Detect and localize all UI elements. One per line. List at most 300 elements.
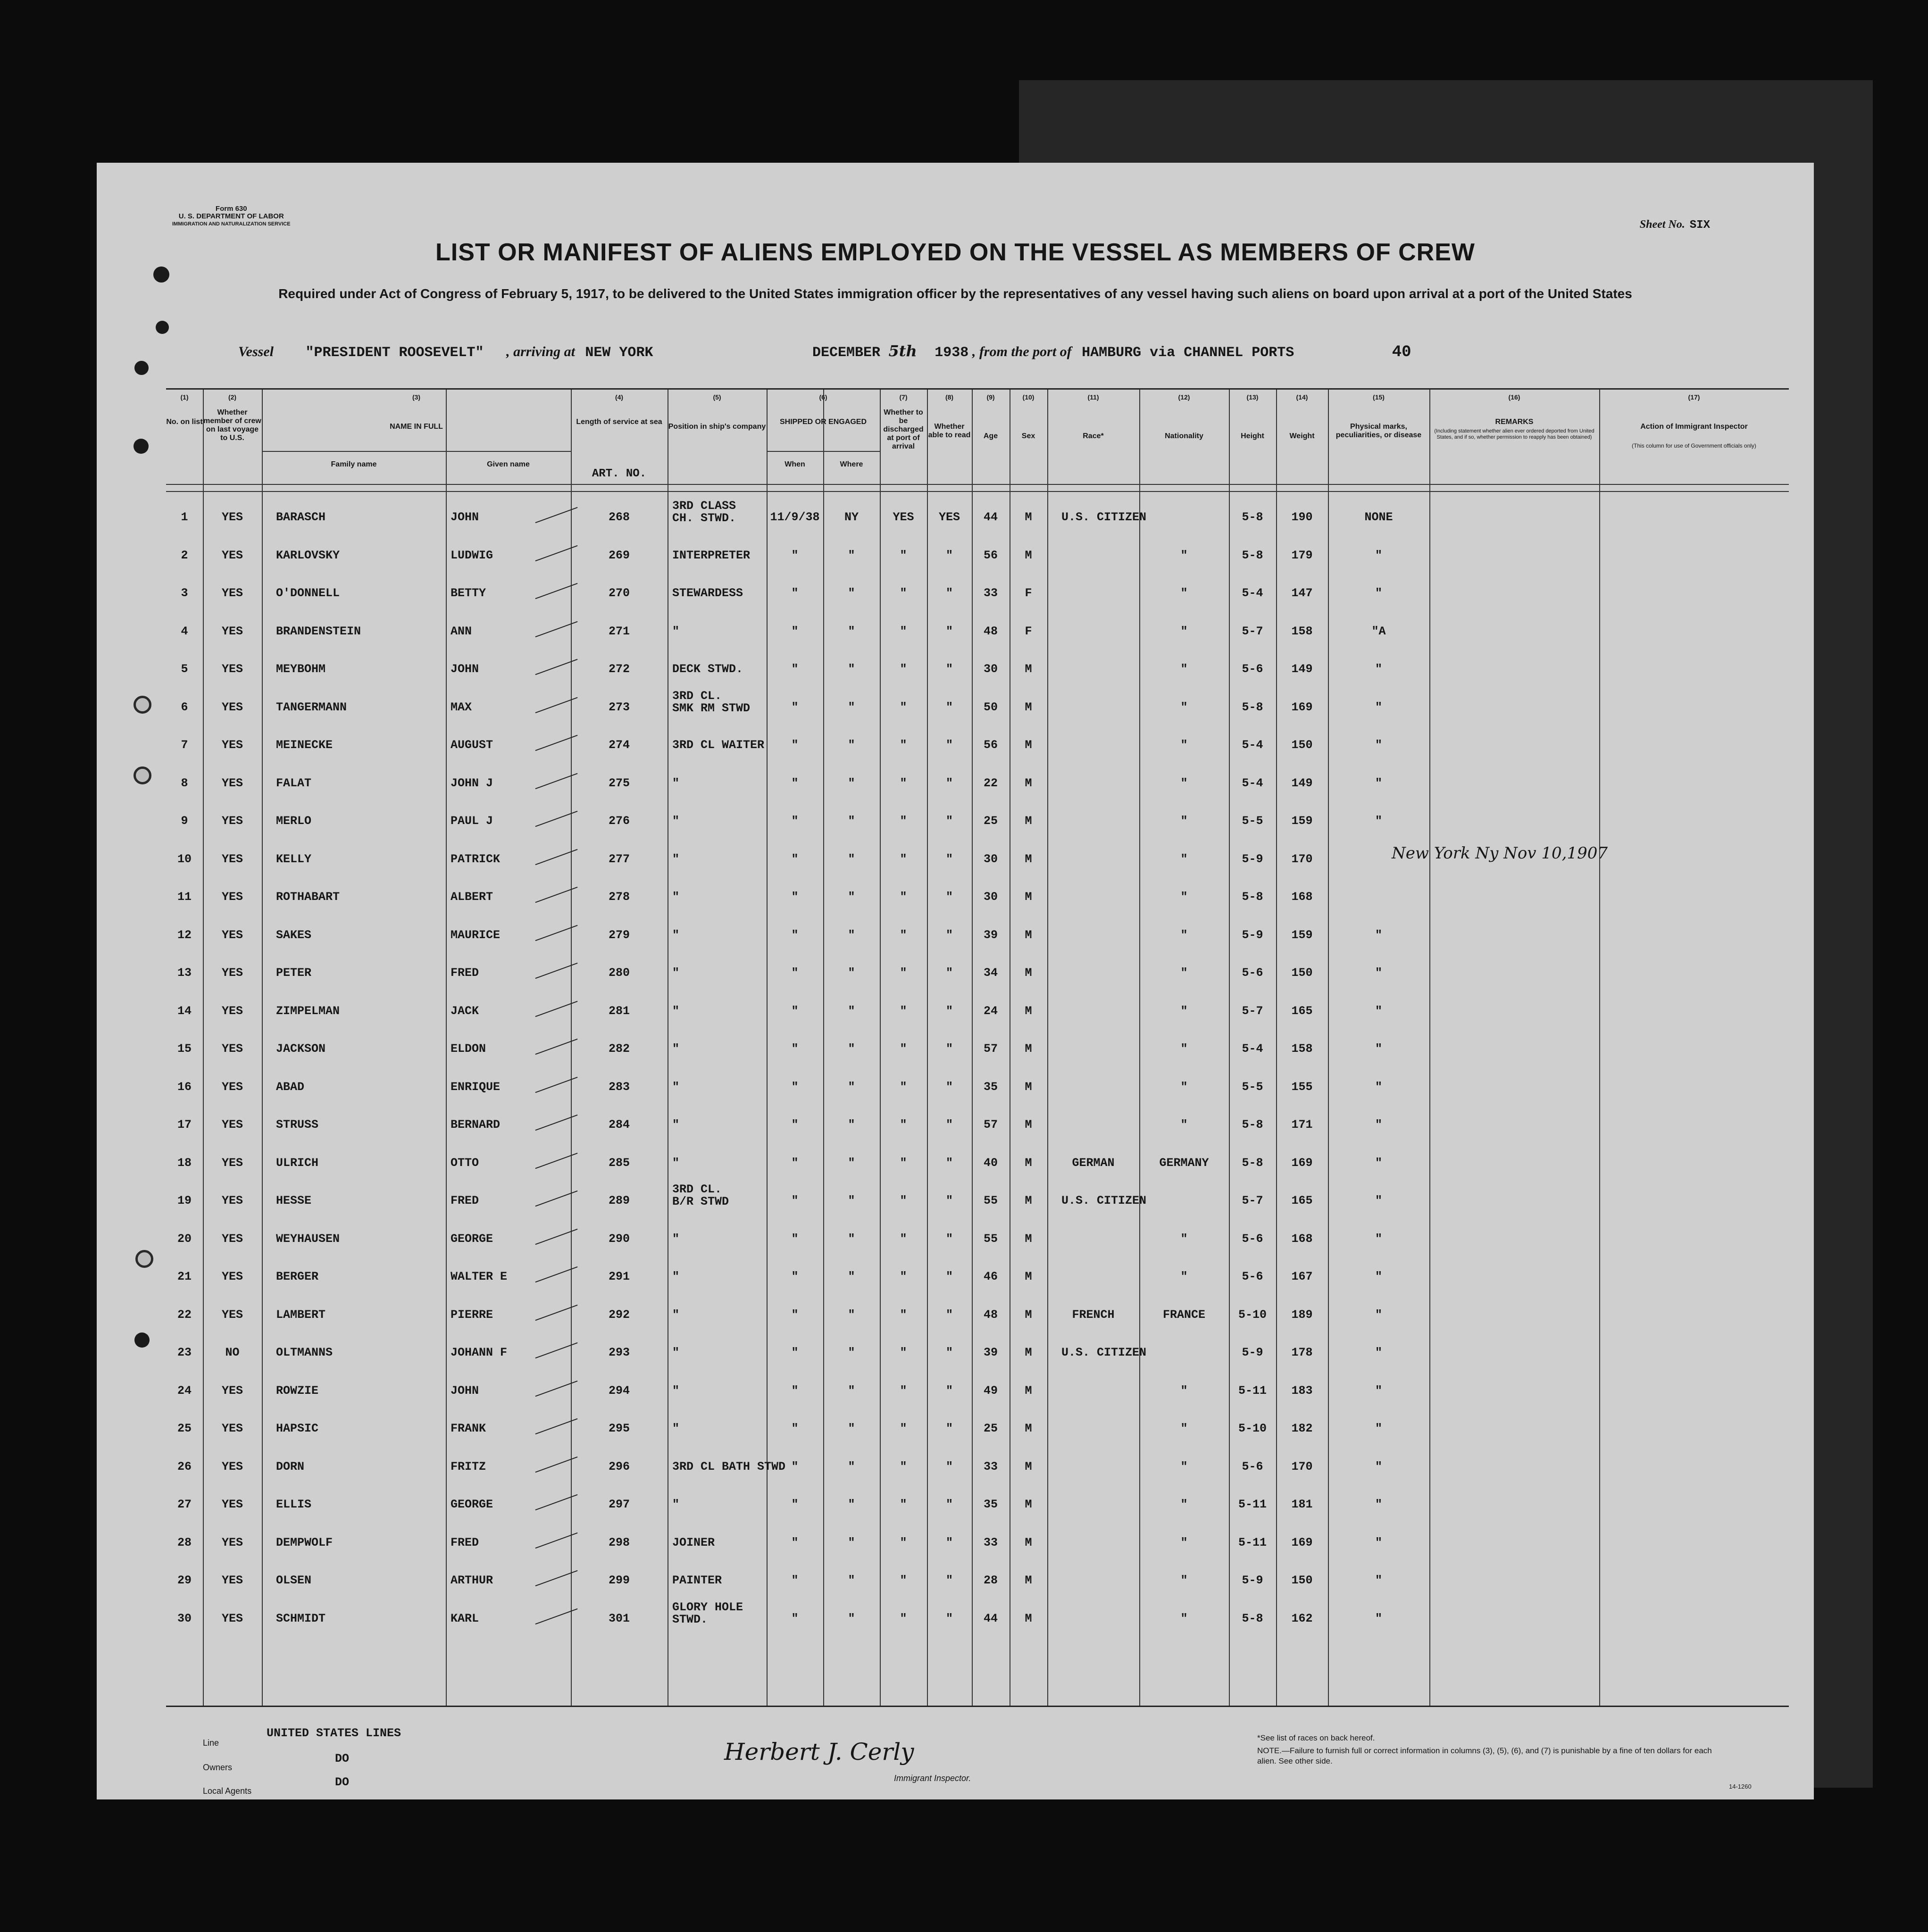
remarks: New York Ny Nov 10,1907 (1392, 843, 1608, 863)
shipped-when: " (791, 1535, 799, 1549)
article-number: 283 (608, 1080, 630, 1094)
header-discharged: Whether to be discharged at port of arrival (883, 408, 924, 450)
nationality: " (1180, 776, 1188, 790)
discharged: " (900, 548, 907, 562)
table-row (166, 757, 1789, 795)
physical-marks: " (1375, 586, 1382, 600)
given-name: FRED (451, 1194, 479, 1208)
last-voyage: YES (221, 1574, 243, 1587)
discharged: " (900, 1004, 907, 1018)
family-name: ROWZIE (276, 1383, 319, 1398)
table-row (166, 1289, 1789, 1327)
sex: M (1025, 1422, 1032, 1435)
age: 48 (983, 624, 998, 638)
age: 39 (983, 928, 998, 942)
article-number: 299 (608, 1574, 630, 1587)
shipped-when: " (791, 1232, 799, 1246)
list-number: 23 (177, 1346, 192, 1359)
header-remarks: REMARKS (1495, 418, 1534, 426)
article-number: 289 (608, 1194, 630, 1208)
list-number: 4 (181, 624, 188, 638)
position-line2: STWD. (672, 1612, 708, 1626)
shipped-where: " (848, 1422, 855, 1435)
column-number: (8) (945, 393, 954, 401)
physical-marks: " (1375, 814, 1382, 828)
physical-marks: " (1375, 1080, 1382, 1094)
department-name: U. S. DEPARTMENT OF LABOR (178, 212, 284, 220)
race: U.S. CITIZEN (1061, 510, 1147, 524)
inspector-label: Immigrant Inspector. (894, 1774, 971, 1783)
able-to-read: " (945, 1004, 953, 1018)
given-name: ALBERT (451, 890, 493, 904)
punch-hole (134, 361, 149, 375)
shipped-when: " (791, 814, 799, 828)
punch-hole (134, 439, 149, 454)
able-to-read: " (945, 1498, 953, 1511)
physical-marks: " (1375, 1270, 1382, 1283)
able-to-read: " (945, 700, 953, 714)
family-name: SAKES (276, 928, 312, 942)
position: " (672, 624, 680, 638)
height: 5-7 (1242, 1194, 1263, 1208)
name-subheader-rule (262, 451, 571, 452)
position: DECK STWD. (672, 662, 743, 676)
given-name: PAUL J (451, 814, 493, 828)
weight: 158 (1291, 1042, 1313, 1056)
able-to-read: " (945, 814, 953, 828)
physical-marks: NONE (1364, 510, 1393, 524)
last-voyage: YES (221, 1194, 243, 1208)
owners-value: DO (335, 1752, 350, 1765)
article-number: 275 (608, 776, 630, 790)
weight: 190 (1291, 510, 1313, 524)
nationality: " (1180, 624, 1188, 638)
shipped-where: " (848, 1459, 855, 1474)
table-row (166, 605, 1789, 643)
table-row (166, 909, 1789, 947)
physical-marks: " (1375, 1535, 1382, 1549)
table-row (166, 1174, 1789, 1213)
able-to-read: " (945, 776, 953, 790)
last-voyage: YES (221, 1307, 243, 1322)
position: 3RD CL. (672, 1183, 722, 1196)
shipped-where: " (848, 624, 855, 638)
last-voyage: YES (221, 890, 243, 904)
shipped-where: " (848, 662, 855, 676)
sex: M (1025, 1004, 1032, 1018)
last-voyage: YES (221, 1535, 243, 1549)
discharged: " (900, 662, 907, 676)
height: 5-6 (1242, 1232, 1263, 1246)
discharged: " (900, 1270, 907, 1283)
shipped-when: " (791, 738, 799, 752)
weight: 178 (1291, 1346, 1313, 1359)
physical-marks: " (1375, 1346, 1382, 1359)
shipped-where: " (848, 928, 855, 942)
article-number: 292 (608, 1307, 630, 1322)
age: 48 (983, 1307, 998, 1322)
list-number: 16 (177, 1080, 192, 1094)
given-name: BETTY (451, 586, 486, 600)
column-number: (2) (228, 393, 237, 401)
weight: 150 (1291, 738, 1313, 752)
height: 5-9 (1242, 852, 1263, 866)
column-number: (6) (819, 393, 827, 401)
able-to-read: " (945, 1383, 953, 1398)
last-voyage: YES (221, 1156, 243, 1170)
age: 46 (983, 1270, 998, 1283)
able-to-read: " (945, 1346, 953, 1359)
shipped-where: " (848, 776, 855, 790)
physical-marks: " (1375, 1232, 1382, 1246)
shipped-where: " (848, 966, 855, 980)
height: 5-8 (1242, 1118, 1263, 1132)
discharged: " (900, 1307, 907, 1322)
nationality: " (1180, 1270, 1188, 1283)
able-to-read: " (945, 966, 953, 980)
age: 39 (983, 1346, 998, 1359)
list-number: 3 (181, 586, 188, 600)
race: GERMAN (1072, 1156, 1115, 1170)
height: 5-9 (1242, 1574, 1263, 1587)
weight: 189 (1291, 1307, 1313, 1322)
article-number: 280 (608, 966, 630, 980)
sex: M (1025, 1611, 1032, 1625)
given-name: ARTHUR (451, 1574, 493, 1587)
physical-marks: " (1375, 700, 1382, 714)
discharged: YES (893, 510, 914, 524)
header-no: No. on list (166, 418, 203, 426)
age: 30 (983, 662, 998, 676)
last-voyage: YES (221, 1422, 243, 1435)
arrival-port: NEW YORK (585, 345, 653, 361)
shipped-where: " (848, 1080, 855, 1094)
article-number: 281 (608, 1004, 630, 1018)
header-marks: Physical marks, peculiarities, or disease (1335, 423, 1422, 439)
shipped-where: " (848, 1042, 855, 1056)
departure-port: HAMBURG via CHANNEL PORTS (1082, 345, 1294, 361)
column-number: (9) (986, 393, 995, 401)
table-row (166, 567, 1789, 605)
able-to-read: " (945, 928, 953, 942)
nationality: " (1180, 928, 1188, 942)
age: 33 (983, 1459, 998, 1474)
last-voyage: YES (221, 510, 243, 524)
race: U.S. CITIZEN (1061, 1346, 1147, 1359)
discharged: " (900, 890, 907, 904)
physical-marks: " (1375, 1574, 1382, 1587)
header-remarks-note: (Including statement whether alien ever ordered deported from United States, and if so, whether permission to reapply has been obtained) (1434, 428, 1594, 440)
list-number: 25 (177, 1422, 192, 1435)
shipped-when: " (791, 776, 799, 790)
sheet-number: Sheet No. SIX (1639, 218, 1710, 232)
given-name: GEORGE (451, 1232, 493, 1246)
discharged: " (900, 738, 907, 752)
table-row (166, 985, 1789, 1023)
weight: 147 (1291, 586, 1313, 600)
nationality: " (1180, 1042, 1188, 1056)
vessel-line: Vessel "PRESIDENT ROOSEVELT" , arriving at NEW YORK DECEMBER 5th 1938 , from the port of HAMBURG via CHANNEL PORTS 40 (238, 342, 1411, 361)
article-number: 295 (608, 1422, 630, 1435)
given-name: WALTER E (451, 1270, 508, 1283)
physical-marks: " (1375, 1307, 1382, 1322)
shipped-when: " (791, 1270, 799, 1283)
able-to-read: " (945, 662, 953, 676)
weight: 150 (1291, 1574, 1313, 1587)
footer: Line UNITED STATES LINES Owners DO Local Agents DO Herbert J. Cerly Immigrant Inspector. *See list of races on back hereof. NOTE.—Failure to furnish full or correct information in columns (3), (5), (6), and (7) is punishable by a fine of ten dollars for each alien. See other side. 14-1260 (203, 1726, 1752, 1796)
age: 25 (983, 1422, 998, 1435)
shipped-where: " (848, 1383, 855, 1398)
position: " (672, 852, 680, 866)
height: 5-11 (1238, 1498, 1267, 1511)
race: FRENCH (1072, 1307, 1115, 1322)
shipped-where: " (848, 738, 855, 752)
article-number: 297 (608, 1498, 630, 1511)
able-to-read: " (945, 890, 953, 904)
able-to-read: " (945, 1422, 953, 1435)
list-number: 21 (177, 1270, 192, 1283)
discharged: " (900, 1346, 907, 1359)
nationality: FRANCE (1162, 1307, 1205, 1322)
last-voyage: YES (221, 852, 243, 866)
height: 5-5 (1242, 1080, 1263, 1094)
header-name: NAME IN FULL (390, 423, 443, 431)
weight: 159 (1291, 814, 1313, 828)
family-name: HAPSIC (276, 1422, 319, 1435)
physical-marks: " (1375, 1042, 1382, 1056)
family-name: WEYHAUSEN (276, 1232, 340, 1246)
column-number: (10) (1022, 393, 1035, 401)
list-number: 19 (177, 1194, 192, 1208)
sheet-value: SIX (1689, 219, 1710, 232)
able-to-read: " (945, 1194, 953, 1208)
table-row (166, 491, 1789, 529)
article-number: 282 (608, 1042, 630, 1056)
able-to-read: YES (938, 510, 960, 524)
table-row (166, 1592, 1789, 1631)
discharged: " (900, 1383, 907, 1398)
able-to-read: " (945, 1042, 953, 1056)
able-to-read: " (945, 1307, 953, 1322)
family-name: DEMPWOLF (276, 1535, 333, 1549)
physical-marks: " (1375, 548, 1382, 562)
discharged: " (900, 624, 907, 638)
sex: M (1025, 928, 1032, 942)
position: " (672, 1080, 680, 1094)
nationality: " (1180, 586, 1188, 600)
header-action-note: (This column for use of Government officials only) (1632, 442, 1756, 449)
arrival-month: DECEMBER (812, 345, 880, 361)
family-name: ABAD (276, 1080, 305, 1094)
sex: M (1025, 814, 1032, 828)
weight: 165 (1291, 1194, 1313, 1208)
sex: M (1025, 1270, 1032, 1283)
given-name: FRED (451, 1535, 479, 1549)
sex: M (1025, 1042, 1032, 1056)
discharged: " (900, 586, 907, 600)
shipped-where: " (848, 1307, 855, 1322)
article-number: 276 (608, 814, 630, 828)
shipped-where: " (848, 1611, 855, 1625)
shipped-when: 11/9/38 (770, 510, 820, 524)
table-row (166, 871, 1789, 909)
service-name: IMMIGRATION AND NATURALIZATION SERVICE (172, 221, 291, 227)
list-number: 22 (177, 1307, 192, 1322)
column-number: (16) (1508, 393, 1520, 401)
family-name: ELLIS (276, 1498, 312, 1511)
given-name: JACK (451, 1004, 479, 1018)
header-age: Age (983, 432, 998, 440)
able-to-read: " (945, 586, 953, 600)
family-name: KELLY (276, 852, 312, 866)
age: 57 (983, 1118, 998, 1132)
last-voyage: YES (221, 738, 243, 752)
nationality: " (1180, 1611, 1188, 1625)
height: 5-5 (1242, 814, 1263, 828)
shipped-where: " (848, 852, 855, 866)
shipped-when: " (791, 548, 799, 562)
punch-hole (134, 766, 151, 784)
given-name: GEORGE (451, 1498, 493, 1511)
physical-marks: " (1375, 966, 1382, 980)
print-code: 14-1260 (1729, 1783, 1752, 1790)
table-row (166, 1213, 1789, 1251)
shipped-when: " (791, 1004, 799, 1018)
race: U.S. CITIZEN (1061, 1194, 1147, 1208)
column-number: (4) (615, 393, 624, 401)
column-number: (17) (1688, 393, 1700, 401)
list-number: 2 (181, 548, 188, 562)
list-number: 9 (181, 814, 188, 828)
table-row (166, 1402, 1789, 1441)
family-name: ULRICH (276, 1156, 319, 1170)
inspector-signature: Herbert J. Cerly (724, 1738, 914, 1765)
sex: M (1025, 1459, 1032, 1474)
position: " (672, 1118, 680, 1132)
family-name: PETER (276, 966, 312, 980)
shipped-when: " (791, 890, 799, 904)
given-name: JOHN (451, 1383, 479, 1398)
last-voyage: YES (221, 700, 243, 714)
age: 44 (983, 1611, 998, 1625)
given-name: JOHANN F (451, 1346, 508, 1359)
family-name: FALAT (276, 776, 312, 790)
shipped-where: " (848, 890, 855, 904)
last-voyage: YES (221, 1004, 243, 1018)
family-name: SCHMIDT (276, 1611, 326, 1625)
given-name: ELDON (451, 1042, 486, 1056)
weight: 170 (1291, 852, 1313, 866)
list-number: 26 (177, 1459, 192, 1474)
weight: 169 (1291, 1156, 1313, 1170)
position: " (672, 1307, 680, 1322)
discharged: " (900, 814, 907, 828)
family-name: ROTHABART (276, 890, 340, 904)
discharged: " (900, 1232, 907, 1246)
given-name: JOHN (451, 662, 479, 676)
shipped-where: " (848, 1232, 855, 1246)
last-voyage: YES (221, 1080, 243, 1094)
table-row (166, 1099, 1789, 1137)
manifest-page (97, 163, 1814, 1799)
weight: 171 (1291, 1118, 1313, 1132)
crew-table (166, 388, 1789, 1707)
weight: 165 (1291, 1004, 1313, 1018)
given-name: AUGUST (451, 738, 493, 752)
able-to-read: " (945, 1270, 953, 1283)
given-name: PATRICK (451, 852, 501, 866)
header-read: Whether able to read (928, 423, 971, 439)
height: 5-6 (1242, 966, 1263, 980)
physical-marks: " (1375, 738, 1382, 752)
sex: M (1025, 1498, 1032, 1511)
nationality: " (1180, 548, 1188, 562)
last-voyage: YES (221, 1383, 243, 1398)
table-row (166, 1478, 1789, 1516)
height: 5-8 (1242, 700, 1263, 714)
able-to-read: " (945, 1459, 953, 1474)
list-number: 27 (177, 1498, 192, 1511)
shipped-where: " (848, 1004, 855, 1018)
list-number: 5 (181, 662, 188, 676)
header-race: Race* (1083, 432, 1104, 440)
physical-marks: " (1375, 1118, 1382, 1132)
weight: 183 (1291, 1383, 1313, 1398)
last-voyage: YES (221, 1459, 243, 1474)
nationality: " (1180, 1232, 1188, 1246)
position: " (672, 928, 680, 942)
nationality: " (1180, 1459, 1188, 1474)
position: " (672, 1042, 680, 1056)
height: 5-8 (1242, 1611, 1263, 1625)
article-number: 277 (608, 852, 630, 866)
header-service: Length of service at sea (576, 418, 662, 426)
shipped-when: " (791, 1346, 799, 1359)
last-voyage: YES (221, 586, 243, 600)
age: 35 (983, 1080, 998, 1094)
shipped-when: " (791, 1042, 799, 1056)
article-number: 296 (608, 1459, 630, 1474)
shipped-when: " (791, 1383, 799, 1398)
shipped-when: " (791, 1498, 799, 1511)
position: " (672, 1346, 680, 1359)
family-name: LAMBERT (276, 1307, 326, 1322)
given-name: PIERRE (451, 1307, 493, 1322)
family-name: OLTMANNS (276, 1346, 333, 1359)
family-name: OLSEN (276, 1574, 312, 1587)
height: 5-9 (1242, 1346, 1263, 1359)
list-number: 14 (177, 1004, 192, 1018)
weight: 168 (1291, 1232, 1313, 1246)
position: " (672, 1156, 680, 1170)
weight: 179 (1291, 548, 1313, 562)
able-to-read: " (945, 852, 953, 866)
family-name: BARASCH (276, 510, 326, 524)
position: " (672, 966, 680, 980)
column-number: (11) (1087, 393, 1099, 401)
discharged: " (900, 852, 907, 866)
age: 44 (983, 510, 998, 524)
position: " (672, 1270, 680, 1283)
given-name: MAX (451, 700, 472, 714)
weight: 170 (1291, 1459, 1313, 1474)
article-number: 290 (608, 1232, 630, 1246)
nationality: " (1180, 738, 1188, 752)
table-row (166, 681, 1789, 719)
shipped-when: " (791, 700, 799, 714)
physical-marks: " (1375, 1459, 1382, 1474)
given-name: OTTO (451, 1156, 479, 1170)
